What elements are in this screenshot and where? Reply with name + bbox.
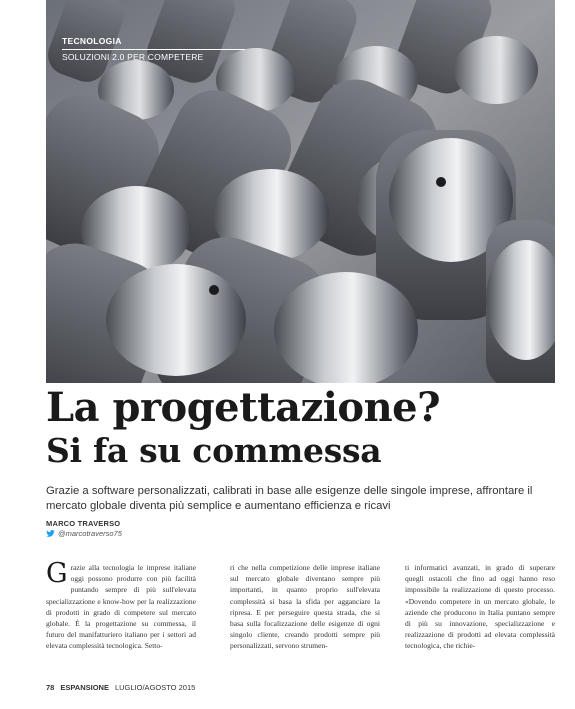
twitter-handle: @marcotraverso75 <box>58 529 122 538</box>
section-label: TECNOLOGIA <box>62 36 122 46</box>
headline-line-1: La progettazione? <box>46 384 441 431</box>
author-twitter[interactable] <box>46 529 122 538</box>
issue-date: LUGLIO/AGOSTO 2015 <box>114 683 196 692</box>
author-name: MARCO TRAVERSO <box>46 519 121 528</box>
magazine-name: ESPANSIONE <box>60 683 109 692</box>
body-column-1 <box>46 558 196 652</box>
section-subtitle: SOLUZIONI 2.0 PER COMPETERE <box>62 52 204 62</box>
column-1-text: razie alla tecnologia le imprese italiane oggi possono produrre con più facilità puntando sempre di più sull'elevata specializzazione e know-how per la realizzazione di prodotti in grado di competere sul mercato globale. È la progettazione su commessa, il futuro del manifatturiero italiano per i settori ad elevata complessità tecnologica. Setto- <box>46 563 196 651</box>
page-footer <box>46 683 195 692</box>
body-column-3: ti informatici avanzati, in grado di superare quegli ostacoli che fino ad oggi hanno reso impossibile la realizzazione di questo processo. «Dovendo competere in un mercato globale, le aziende che producono in Italia puntano sempre di più su innovazione, specializzazione e realizzazione di prodotti ad elevata complessità tecnologica, che richie- <box>405 563 555 651</box>
standfirst: Grazie a software personalizzati, calibrati in base alle esigenze delle singole imprese, affrontare il mercato globale diventa più semplice e aumentano efficienza e ricavi <box>46 485 533 512</box>
section-divider <box>62 49 245 50</box>
body-column-2: ri che nella competizione delle imprese italiane sul mercato globale diventano sempre più importanti, in quanto proprio sull'elevata complessità si basa la sfida per agganciare la ripresa. E per perseguire questa strada, che si basa sulla focalizzazione delle esigenze di ogni singolo cliente, creando prodotti sempre più personalizzati, servono strumen- <box>230 563 380 651</box>
page-number: 78 <box>46 683 55 692</box>
headline-line-2: Si fa su commessa <box>46 431 382 470</box>
drop-cap: G <box>46 558 68 589</box>
section-header <box>62 36 245 62</box>
twitter-bird-icon <box>46 530 55 537</box>
